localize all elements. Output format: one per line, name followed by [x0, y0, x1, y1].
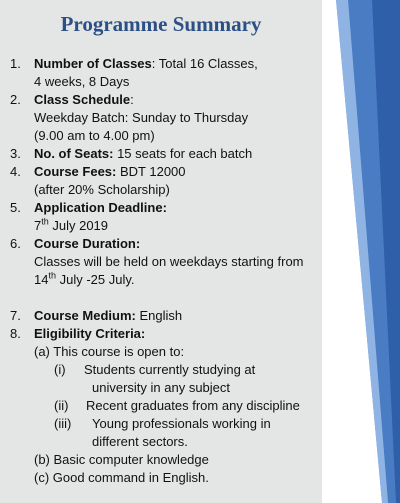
list-item: 7. Course Medium: English — [10, 308, 183, 323]
list-item: 6. Course Duration: Classes will be held on weekdays starting from 14th July -25 July. — [10, 236, 304, 287]
list-item: 8. Eligibility Criteria: (a) This course is open to: (i) Students currently studying at university in any subject (ii) Recent graduates from any discipline (iii) Young professionals working in different sectors. (b) Basic computer knowledge (c) Good command in English. — [10, 325, 318, 487]
list-item: 2. Class Schedule: Weekday Batch: Sunday to Thursday (9.00 am to 4.00 pm) — [10, 92, 249, 143]
decorative-blue-panel — [322, 0, 400, 503]
list-item: 5. Application Deadline: 7th July 2019 — [10, 200, 167, 233]
sub-list-item: (ii) Recent graduates from any discipline — [54, 398, 300, 413]
sub-list-item: (i) Students currently studying at university in any subject — [54, 362, 256, 395]
list-item: 4. Course Fees: BDT 12000 (after 20% Scholarship) — [10, 164, 186, 197]
page-title: Programme Summary — [60, 12, 262, 36]
list-item: 1. Number of Classes: Total 16 Classes, 4 weeks, 8 Days — [10, 56, 258, 89]
summary-list — [10, 55, 318, 487]
sub-list-item: (iii) Young professionals working in different sectors. — [54, 416, 271, 449]
list-item: 3. No. of Seats: 15 seats for each batch — [10, 146, 253, 161]
